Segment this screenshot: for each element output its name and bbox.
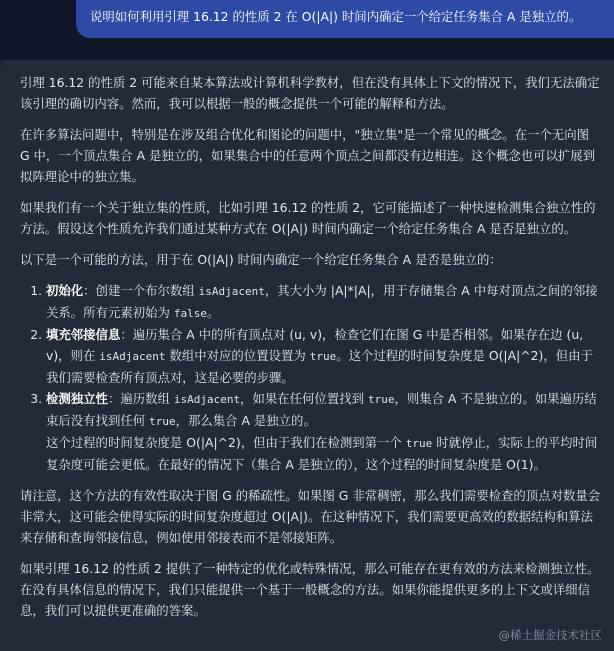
step-text: 。 (206, 305, 220, 320)
paragraph-note: 请注意，这个方法的有效性取决于图 G 的稀疏性。如果图 G 非常稠密，那么我们需要检查的顶点对数量会非常大，这可能会使得实际的时间复杂度超过 O(|A|)。在这种情况下，我们需要更高效的数据结构和算法来存储和查询邻接信息，例如使用邻接表而不是邻接矩阵。 (20, 488, 601, 545)
step-text: ，则集合 A 不是独立的。如果遍历结束后没有找到任何 (46, 391, 597, 428)
step-text: 这个过程的时间复杂度是 O(|A|^2)，但由于我们在检测到第一个 (46, 435, 406, 450)
inline-code: true (149, 415, 176, 428)
inline-code: isAdjacent (99, 350, 166, 363)
step-text: ：创建一个布尔数组 (83, 283, 199, 298)
step-title-init: 初始化 (46, 283, 84, 298)
list-item (46, 388, 602, 475)
step-text: ：遍历数组 (107, 391, 174, 406)
paragraph-independent-set: 在许多算法问题中，特别是在涉及组合优化和图论的问题中，"独立集"是一个常见的概念。在一个无向图 G 中，一个顶点集合 A 是独立的，如果集合中的任意两个顶点之间都没有边相连。这个概念也可以扩展到拟阵理论中的独立集。 (20, 127, 596, 184)
step-title-detect: 检测独立性 (46, 391, 108, 406)
steps-list (20, 280, 602, 475)
step-text: 时就停止，实际上的平均时间复杂度可能会更低。在最好的情况下（集合 A 是独立的），这个过程的时间复杂度是 O(1)。 (46, 435, 598, 472)
inline-code: true (405, 437, 433, 450)
step-title-fill: 填充邻接信息 (46, 327, 121, 342)
step-text: ，如果在任何位置找到 (240, 391, 368, 406)
list-item (46, 324, 602, 388)
step-text: 数组中对应的位置设置为 (165, 348, 310, 363)
step-text: ：遍历集合 A 中的所有顶点对 (u, v)，检查它们在图 G 中是否相邻。如果存在边 (u, v)，则在 (46, 327, 584, 363)
list-item (46, 280, 602, 324)
inline-code: isAdjacent (173, 393, 241, 406)
paragraph-method-intro: 以下是一个可能的方法，用于在 O(|A|) 时间内确定一个给定任务集合 A 是否是独立的： (20, 252, 502, 267)
paragraph-property: 如果我们有一个关于独立集的性质，比如引理 16.12 的性质 2，它可能描述了一种快速检测集合独立性的方法。假设这个性质允许我们通过某种方式在 O(|A|) 时间内确定一个给定任务集合 A 是否是独立的。 (20, 200, 596, 236)
paragraph-conclusion: 如果引理 16.12 的性质 2 提供了一种特定的优化或特殊情况，那么可能存在更有效的方法来检测独立性。在没有具体信息的情况下，我们只能提供一个基于一般概念的方法。如果你能提供更多的上下文或详细信息，我们可以提供更准确的答案。 (20, 561, 600, 618)
paragraph-intro: 引理 16.12 的性质 2 可能来自某本算法或计算机科学教材，但在没有具体上下文的情况下，我们无法确定该引理的确切内容。然而，我可以根据一般的概念提供一个可能的解释和方法。 (20, 75, 600, 111)
assistant-response (0, 60, 614, 651)
inline-code: isAdjacent (198, 285, 265, 298)
user-message-bubble (76, 0, 614, 38)
watermark: @稀土掘金技术社区 (498, 628, 602, 642)
step-text: ，那么集合 A 是独立的。 (175, 413, 316, 428)
step-text: 。这个过程的时间复杂度是 O(|A|^2)，但由于我们需要检查所有顶点对，这是必要的步骤。 (46, 348, 593, 385)
user-message-text: 说明如何利用引理 16.12 的性质 2 在 O(|A|) 时间内确定一个给定任务集合 A 是独立的。 (90, 9, 582, 24)
step-text: ，其大小为 |A|*|A|，用于存储集合 A 中每对顶点之间的邻接关系。所有元素初始为 (46, 283, 598, 320)
inline-code: true (367, 393, 395, 406)
inline-code: true (309, 350, 337, 363)
inline-code: false (173, 307, 207, 320)
